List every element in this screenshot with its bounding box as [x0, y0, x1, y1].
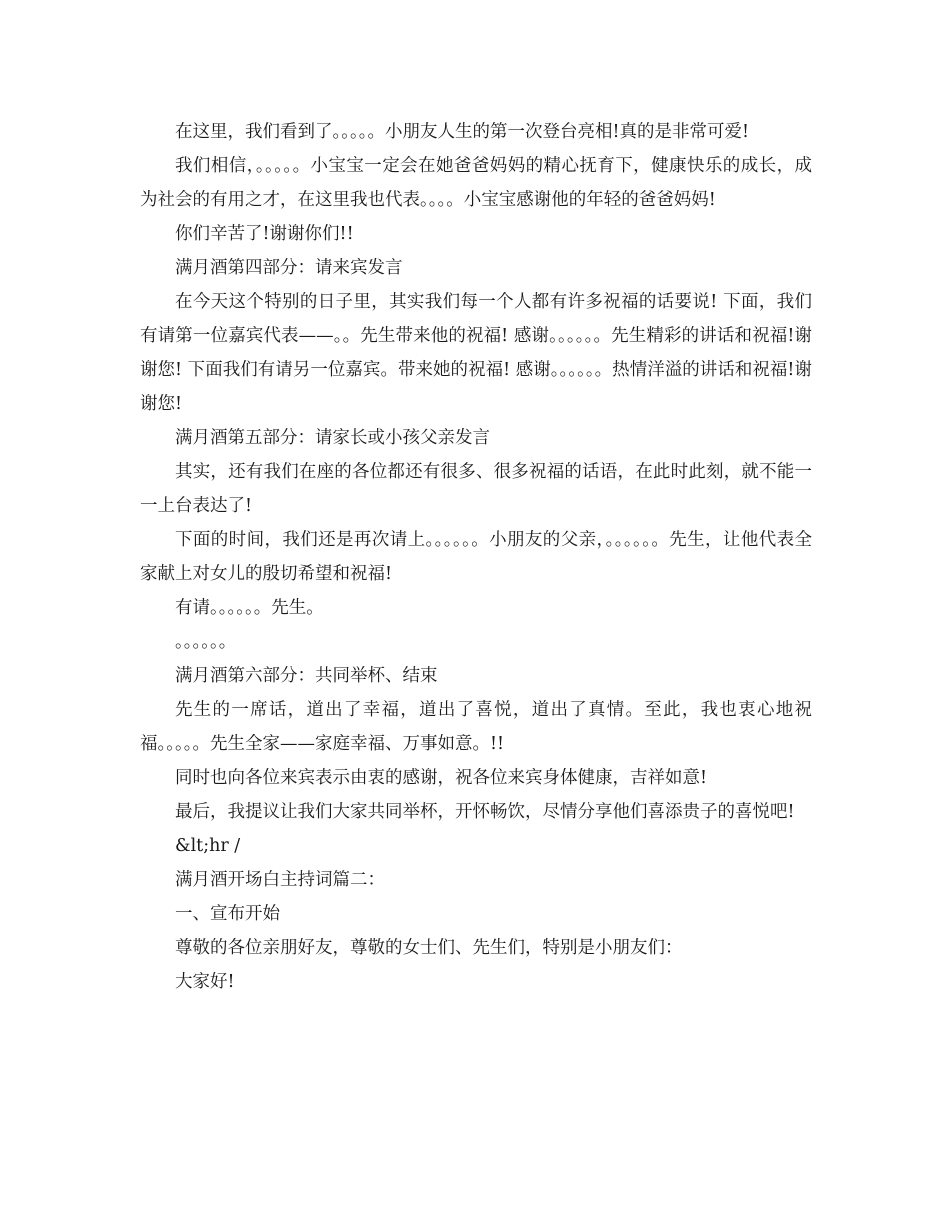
paragraph: 在今天这个特别的日子里，其实我们每一个人都有许多祝福的话要说! 下面，我们有请第一位嘉宾代表——。。先生带来他的祝福! 感谢。。。。。。先生精彩的讲话和祝福!谢谢您! 下面我们有请另一位嘉宾。带来她的祝福! 感谢。。。。。。热情洋溢的讲话和祝福!谢谢您! — [140, 292, 812, 414]
paragraph: 。。。。。。 — [175, 632, 237, 652]
paragraph: 尊敬的各位亲朋好友，尊敬的女士们、先生们，特别是小朋友们： — [175, 938, 683, 958]
section-heading: 满月酒第六部分：共同举杯、结束 — [175, 666, 438, 686]
paragraph: 有请。。。。。。先生。 — [175, 598, 324, 618]
paragraph: 在这里，我们看到了。。。。。小朋友人生的第一次登台亮相!真的是非常可爱! — [175, 122, 750, 142]
paragraph: &lt;hr / — [175, 836, 241, 856]
section-heading: 一、宣布开始 — [175, 904, 280, 924]
paragraph: 其实，还有我们在座的各位都还有很多、很多祝福的话语，在此时此刻，就不能一一上台表达了! — [140, 462, 812, 516]
paragraph: 最后，我提议让我们大家共同举杯，开怀畅饮，尽情分享他们喜添贵子的喜悦吧! — [175, 802, 795, 822]
paragraph: 我们相信，。。。。。小宝宝一定会在她爸爸妈妈的精心抚育下，健康快乐的成长，成为社会的有用之才，在这里我也代表。。。。小宝宝感谢他的年轻的爸爸妈妈! — [140, 156, 812, 210]
section-heading: 满月酒第五部分：请家长或小孩父亲发言 — [175, 428, 490, 448]
paragraph: 你们辛苦了!谢谢你们!! — [175, 224, 354, 244]
paragraph: 同时也向各位来宾表示由衷的感谢，祝各位来宾身体健康，吉祥如意! — [175, 768, 708, 788]
document-body — [140, 115, 812, 999]
section-heading: 满月酒第四部分：请来宾发言 — [175, 258, 403, 278]
document-title: 满月酒开场白主持词篇二： — [175, 870, 385, 890]
paragraph: 下面的时间，我们还是再次请上。。。。。。小朋友的父亲，。。。。。。先生，让他代表全家献上对女儿的殷切希望和祝福! — [140, 530, 812, 584]
paragraph: 先生的一席话，道出了幸福，道出了喜悦，道出了真情。至此，我也衷心地祝福。。。。。先生全家——家庭幸福、万事如意。!! — [140, 700, 812, 754]
paragraph: 大家好! — [175, 972, 235, 992]
